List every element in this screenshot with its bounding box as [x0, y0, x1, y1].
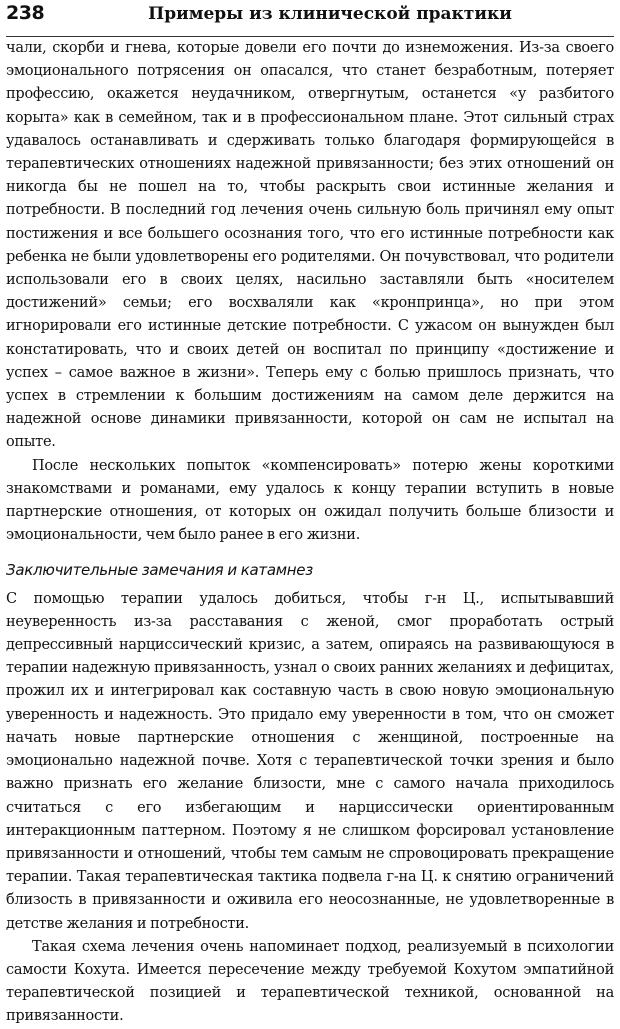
paragraph-continuation: чали, скорби и гнева, которые довели его почти до изнеможения. Из-за своего эмоционального потрясения он опасался, что станет безработным, потеряет профессию, окажется неудачником, отвергнутым, останется «у разбитого корыта» как в семейном, так и в профессиональном плане. Этот сильный страх удавалось останавливать и сдерживать только благодаря формирующейся в терапевтических отношениях надежной привязанности; без этих отношений он никогда бы не пошел на то, чтобы раскрыть свои истинные желания и потребности. В последний год лечения очень сильную боль причинял ему опыт постижения и все большего осознания того, что его истинные потребности как ребенка не были удовлетворены его родителями. Он почувствовал, что родители использовали его в своих целях, насильно заставляли быть «носителем достижений» семьи; его восхваляли как «кронпринца», но при этом игнорировали его истинные детские потребности. С ужасом он вынужден был констатировать, что и своих детей он воспитал по принципу «достижение и успех – самое важное в жизни». Теперь ему с болью пришлось признать, что успех в стремлении к большим достижениям на самом деле держится на надежной основе динамики привязанности, которой он сам не испытал на опыте. [6, 40, 614, 451]
page-header [6, 0, 614, 37]
section-heading: Заключительные замечания и катамнез [6, 561, 313, 580]
paragraph: С помощью терапии удалось добиться, чтобы г-н Ц., испытывавший неуверенность из-за расставания с женой, смог проработать острый депрессивный нарциссический кризис, а затем, опираясь на развивающуюся в терапии надежную привязанность, узнал о своих ранних желаниях и дефицитах, прожил их и интегрировал как составную часть в свою новую эмоциональную уверенность и надежность. Это придало ему уверенности в том, что он сможет начать новые партнерские отношения с женщиной, построенные на эмоционально надежной почве. Хотя с терапевтической точки зрения и было важно признать его желание близости, мне с самого начала приходилось считаться с его избегающим и нарциссически ориентированным интеракционным паттерном. Поэтому я не слишком форсировал установление привязанности и отношений, чтобы тем самым не спровоцировать прекращение терапии. Такая терапевтическая тактика подвела г-на Ц. к снятию ограничений близость в привязанности и оживила его неосознанные, не удовлетворенные в детстве желания и потребности. [6, 590, 614, 932]
page-number: 238 [6, 2, 45, 24]
running-title: Примеры из клинической практики [148, 4, 512, 24]
paragraph: Такая схема лечения очень напоминает подход, реализуемый в психологии самости Кохута. Имеется пересечение между требуемой Кохутом эмпатийной терапевтической позицией и терапевтической техникой, основанной на привязанности. [6, 938, 614, 1025]
paragraph: После нескольких попыток «компенсировать» потерю жены короткими знакомствами и романами, ему удалось к концу терапии вступить в новые партнерские отношения, от которых он ожидал получить больше близости и эмоциональности, чем было ранее в его жизни. [6, 457, 614, 544]
page-body [6, 37, 614, 1029]
